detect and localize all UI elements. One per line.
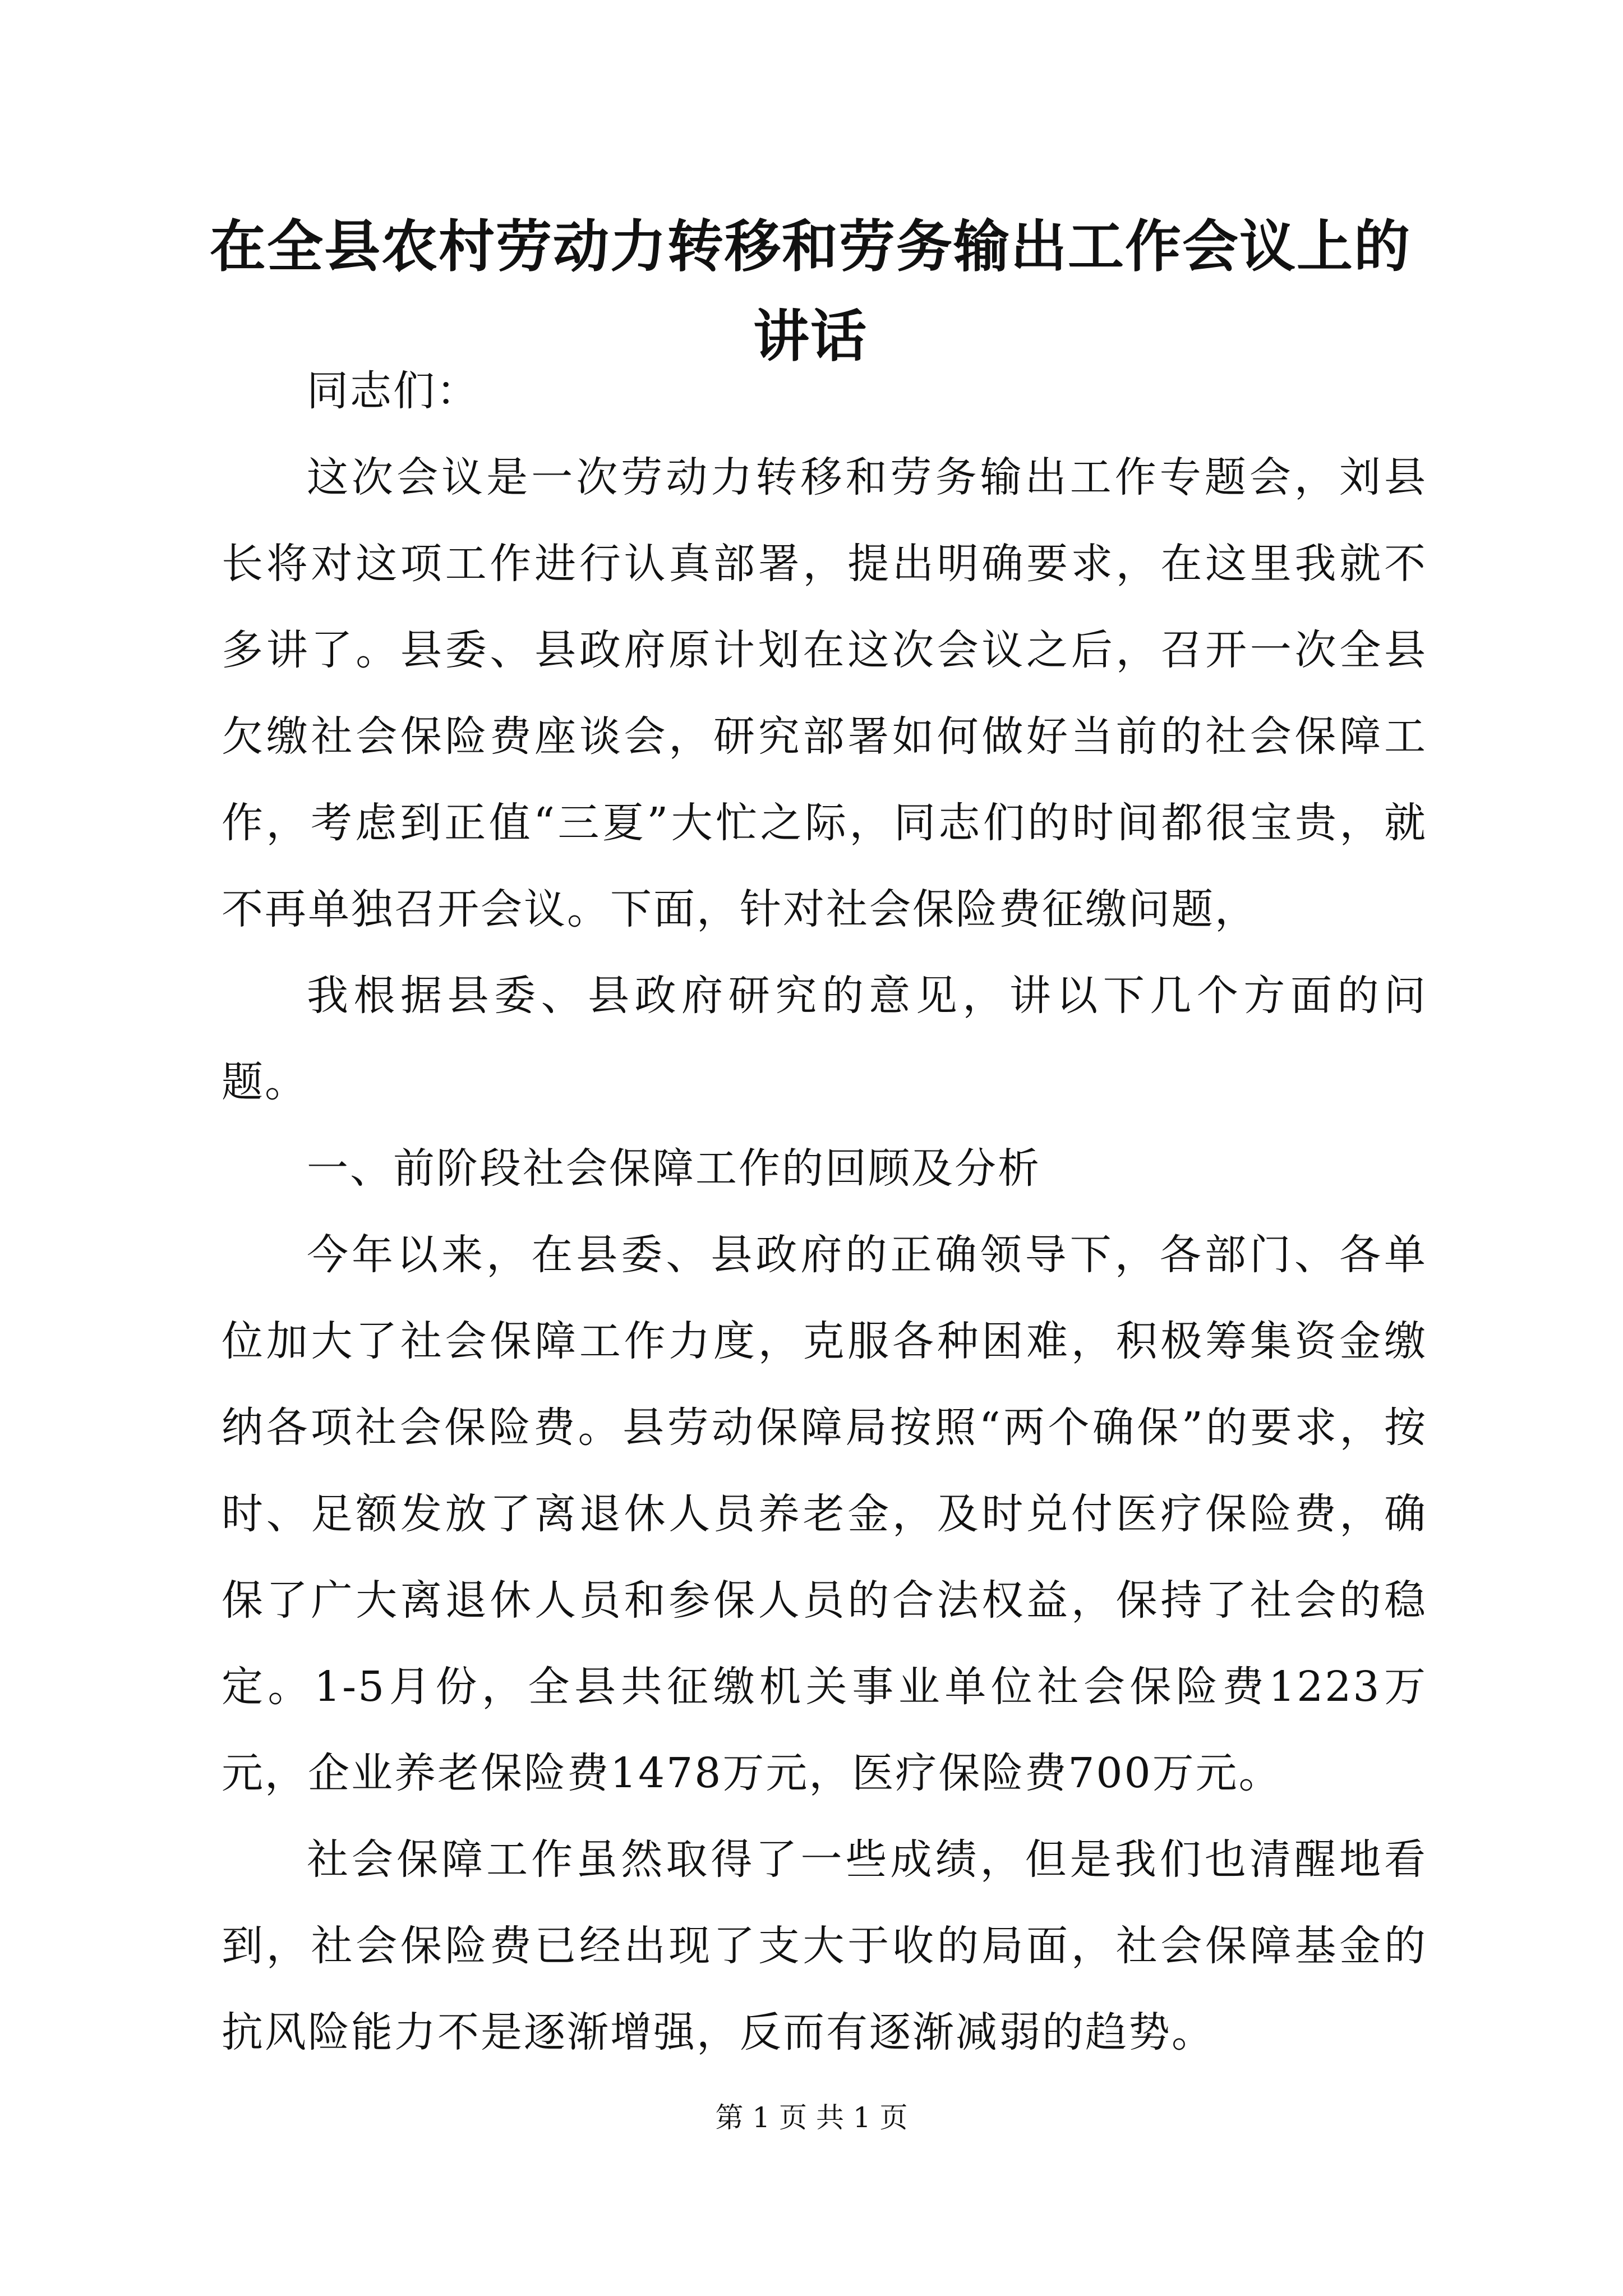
review-paragraph: 今年以来，在县委、县政府的正确领导下，各部门、各单位加大了社会保障工作力度，克服各种困难，积极筹集资金缴纳各项社会保险费。县劳动保障局按照“两个确保”的要求，按时、足额发放了离退休人员养老金，及时兑付医疗保险费，确保了广大离退休人员和参保人员的合法权益，保持了社会的稳定。1-5月份，全县共征缴机关事业单位社会保险费1223万元，企业养老保险费1478万元，医疗保险费700万元。: [222, 1231, 1427, 1797]
outline-paragraph: 我根据县委、县政府研究的意见，讲以下几个方面的问题。: [222, 972, 1427, 1106]
page-footer: 第 1 页 共 1 页: [715, 2101, 908, 2134]
intro-paragraph: 这次会议是一次劳动力转移和劳务输出工作专题会，刘县长将对这项工作进行认真部署，提出明确要求，在这里我就不多讲了。县委、县政府原计划在这次会议之后，召开一次全县欠缴社会保险费座谈会，研究部署如何做好当前的社会保障工作，考虑到正值“三夏”大忙之际，同志们的时间都很宝贵，就不再单独召开会议。下面，针对社会保险费征缴问题，: [222, 453, 1427, 933]
section-heading: 一、前阶段社会保障工作的回顾及分析: [307, 1144, 1041, 1193]
salutation-paragraph: 同志们：: [307, 367, 479, 415]
document-title: 在全县农村劳动力转移和劳务输出工作会议上的讲话: [210, 214, 1411, 369]
document-body: [222, 348, 1427, 2076]
analysis-paragraph: 社会保障工作虽然取得了一些成绩，但是我们也清醒地看到，社会保险费已经出现了支大于收的局面，社会保障基金的抗风险能力不是逐渐增强，反而有逐渐减弱的趋势。: [222, 1835, 1427, 2056]
